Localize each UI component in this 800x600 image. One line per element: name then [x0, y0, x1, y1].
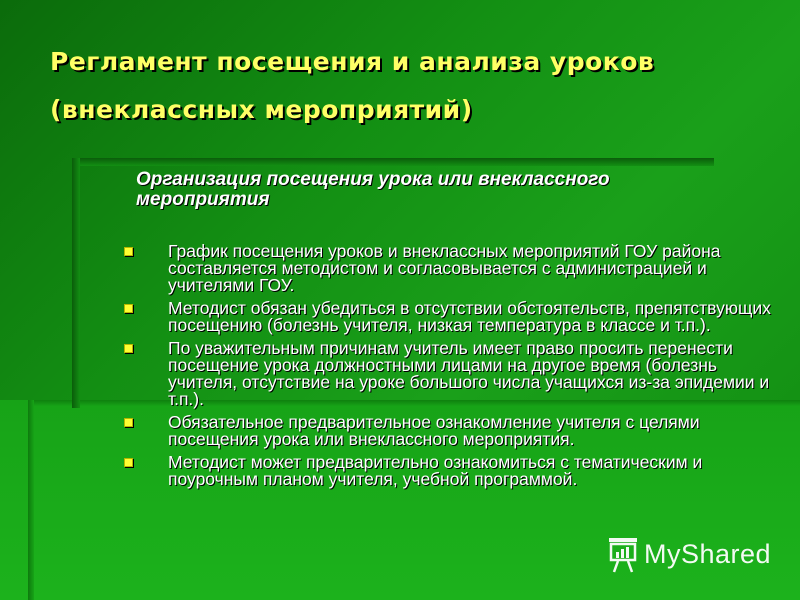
square-bullet-icon: [124, 458, 133, 467]
slide-subtitle: [136, 170, 736, 210]
slide-title-line-2: (внеклассных мероприятий): [50, 95, 473, 124]
slide-title: [50, 38, 780, 134]
bullet-text: Методист обязан убедиться в отсутствии обстоятельств, препятствующих посещению (болезнь учителя, низкая температура в классе и т.п.).: [168, 298, 771, 335]
slide-title-line-1: Регламент посещения и анализа уроков: [50, 47, 655, 76]
myshared-watermark: [606, 534, 771, 574]
bullet-text: Методист может предварительно ознакомиться с тематическим и поурочным планом учителя, учебной программой.: [168, 452, 703, 489]
square-bullet-icon: [124, 247, 133, 256]
square-bullet-icon: [124, 344, 133, 353]
presentation-board-icon: [606, 534, 640, 574]
bullet-item: [120, 414, 780, 448]
bullet-item: [120, 300, 780, 334]
decorative-band-left: [72, 158, 80, 408]
bullet-text: Обязательное предварительное ознакомление учителя с целями посещения урока или внеклассного мероприятия.: [168, 412, 700, 449]
bullet-list: [120, 243, 780, 494]
decorative-lower-block-edge-left: [28, 400, 34, 600]
slide-subtitle-line-2: мероприятия: [136, 189, 270, 210]
slide-subtitle-line-1: Организация посещения урока или внеклассного: [136, 169, 610, 190]
square-bullet-icon: [124, 304, 133, 313]
decorative-band-top: [72, 158, 714, 166]
bullet-text: График посещения уроков и внеклассных мероприятий ГОУ района составляется методистом и согласовывается с администрацией и учителями ГОУ.: [168, 241, 721, 295]
watermark-text: MyShared: [644, 538, 772, 569]
bullet-item: [120, 340, 780, 408]
bullet-text: По уважительным причинам учитель имеет право просить перенести посещение урока должностными лицами на другое время (болезнь учителя, отсутствие на уроке большого числа учащихся из-за эпидемии и т.п.).: [168, 338, 770, 409]
bullet-item: [120, 454, 780, 488]
square-bullet-icon: [124, 418, 133, 427]
bullet-item: [120, 243, 780, 294]
